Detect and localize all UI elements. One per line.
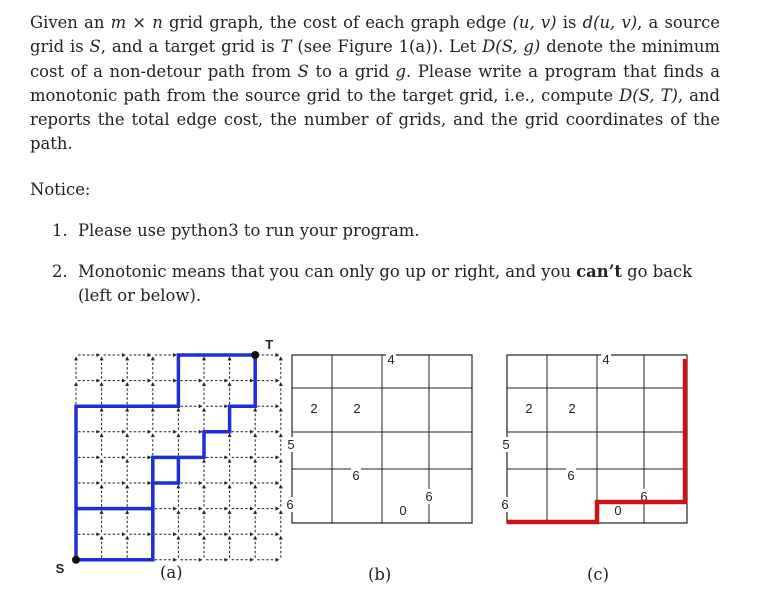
edge-cost-label: 2 xyxy=(310,401,318,416)
problem-statement: Given an m × n grid graph, the cost of each graph edge (u, v) is d(u, v), a source grid is S, and a target grid is T (see Figure 1(a)). Let D(S, g) denote the minimum cost of a non-detour path from S to a grid g. Please write a program that finds a monotonic path from the source grid to the target grid, i.e., compute D(S, T), and reports the total edge cost, the number of grids, and the grid coordinates of the path. xyxy=(30,13,721,154)
panel-c-grid xyxy=(500,352,687,523)
edge-cost-label: 2 xyxy=(353,401,361,416)
edge-cost-label: 6 xyxy=(352,468,360,483)
figure-1 xyxy=(40,335,760,597)
edge-cost-label: 6 xyxy=(286,497,294,512)
edge-cost-label: 4 xyxy=(602,352,610,367)
panel-a-grid xyxy=(56,337,281,576)
edge-cost-label: 2 xyxy=(568,401,576,416)
notice-title: Notice: xyxy=(30,180,91,199)
caption-a: (a) xyxy=(160,563,183,582)
notice-item-2: 2. Monotonic means that you can only go up or right, and you can’t go back (left or below). xyxy=(52,262,693,306)
target-node xyxy=(251,351,259,359)
caption-c: (c) xyxy=(587,565,609,584)
edge-cost-label: 5 xyxy=(287,437,295,452)
panel-b-grid xyxy=(285,352,472,523)
caption-b: (b) xyxy=(368,565,392,584)
edge-cost-label: 6 xyxy=(567,468,575,483)
target-label: T xyxy=(265,337,274,352)
edge-cost-label: 2 xyxy=(525,401,533,416)
edge-cost-label: 4 xyxy=(387,352,395,367)
source-label: S xyxy=(55,560,65,576)
edge-cost-label: 0 xyxy=(399,503,407,518)
optimal-path xyxy=(507,359,685,522)
notice-item-1: 1. Please use python3 to run your program. xyxy=(52,221,420,240)
edge-cost-label: 6 xyxy=(425,489,433,504)
edge-cost-label: 6 xyxy=(640,489,648,504)
source-node xyxy=(72,556,80,564)
edge-cost-label: 6 xyxy=(501,497,509,512)
edge-cost-label: 0 xyxy=(614,503,622,518)
edge-cost-label: 5 xyxy=(502,437,510,452)
figure-graphics xyxy=(40,335,760,597)
